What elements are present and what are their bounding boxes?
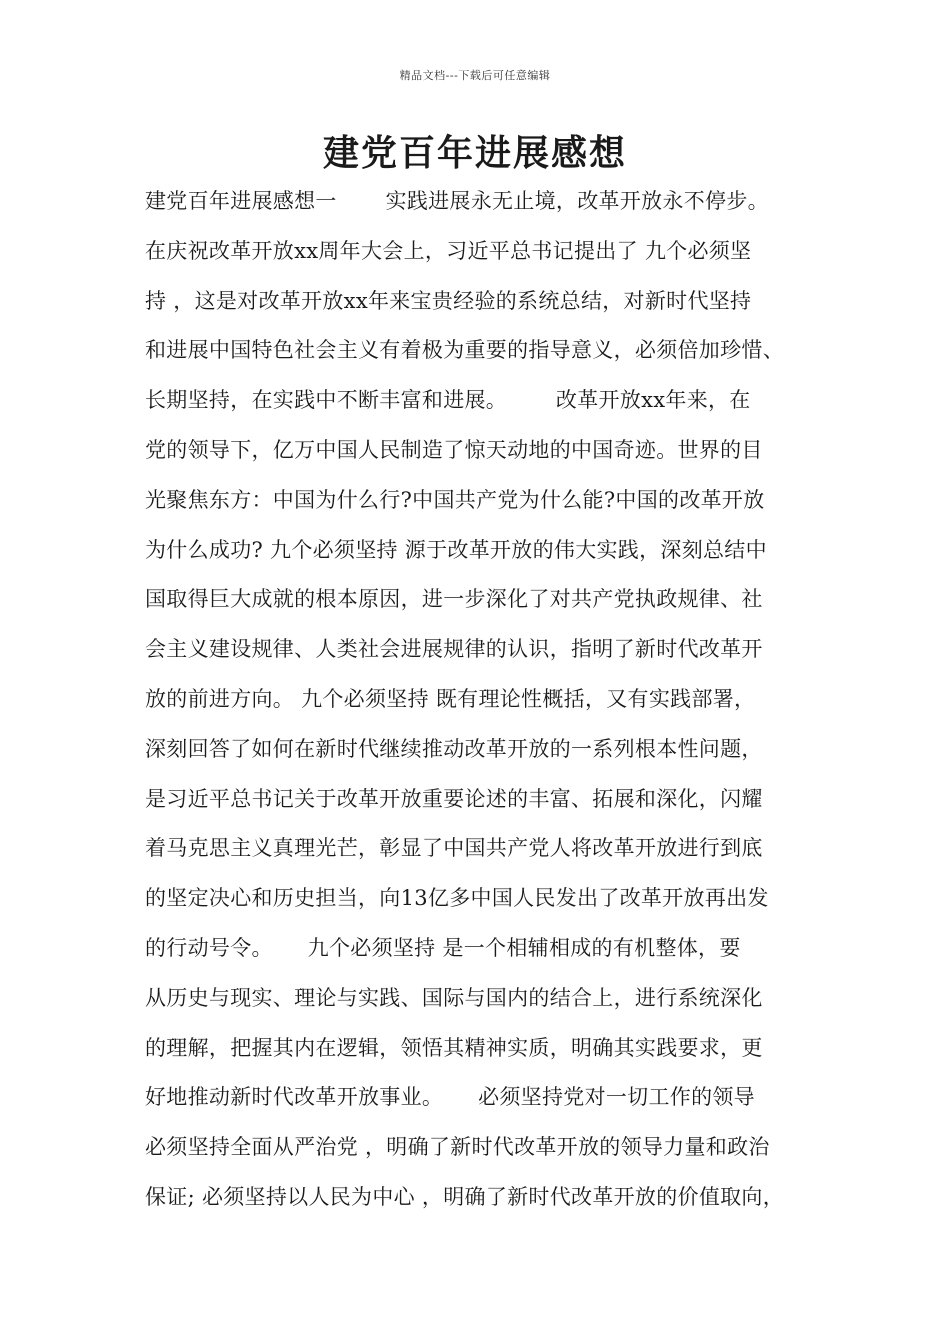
body-line: 的行动号令。 九个必须坚持 是一个相辅相成的有机整体，要 — [145, 935, 741, 960]
body-line: 必须坚持全面从严治党 ，明确了新时代改革开放的领导力量和政治 — [145, 1135, 770, 1160]
body-line: 着马克思主义真理光芒，彰显了中国共产党人将改革开放进行到底 — [145, 836, 763, 861]
body-line: 从历史与现实、理论与实践、国际与国内的结合上，进行系统深化 — [145, 985, 763, 1010]
body-line: 会主义建设规律、人类社会进展规律的认识，指明了新时代改革开 — [145, 637, 763, 662]
body-line: 和进展中国特色社会主义有着极为重要的指导意义，必须倍加珍惜、 — [145, 338, 784, 363]
body-line: 的理解，把握其内在逻辑，领悟其精神实质，明确其实践要求，更 — [145, 1035, 763, 1060]
body-line: 好地推动新时代改革开放事业。 必须坚持党对一切工作的领导 — [145, 1085, 755, 1110]
body-line: 长期坚持，在实践中不断丰富和进展。 改革开放xx年来，在 — [145, 388, 751, 413]
body-line: 放的前进方向。 九个必须坚持 既有理论性概括，又有实践部署， — [145, 686, 756, 711]
header-note: 精品文档---下载后可任意编辑 — [399, 69, 551, 82]
body-text — [145, 182, 825, 1228]
document-title: 建党百年进展感想 — [322, 132, 627, 174]
body-line: 光聚焦东方：中国为什么行?中国共产党为什么能?中国的改革开放 — [145, 487, 765, 512]
body-line: 党的领导下，亿万中国人民制造了惊天动地的中国奇迹。世界的目 — [145, 437, 763, 462]
body-line: 保证; 必须坚持以人民为中心 ，明确了新时代改革开放的价值取向， — [145, 1184, 785, 1209]
body-line: 是习近平总书记关于改革开放重要论述的丰富、拓展和深化，闪耀 — [145, 786, 763, 811]
body-line: 在庆祝改革开放xx周年大会上，习近平总书记提出了 九个必须坚 — [145, 238, 752, 263]
body-line: 为什么成功? 九个必须坚持 源于改革开放的伟大实践，深刻总结中 — [145, 537, 767, 562]
body-line: 建党百年进展感想一 实践进展永无止境，改革开放永不停步。 — [145, 189, 769, 213]
body-line: 国取得巨大成就的根本原因，进一步深化了对共产党执政规律、社 — [145, 587, 763, 612]
body-line: 的坚定决心和历史担当，向13亿多中国人民发出了改革开放再出发 — [145, 886, 769, 911]
body-line: 深刻回答了如何在新时代继续推动改革开放的一系列根本性问题， — [145, 736, 763, 761]
body-line: 持 ，这是对改革开放xx年来宝贵经验的系统总结，对新时代坚持 — [145, 288, 752, 313]
